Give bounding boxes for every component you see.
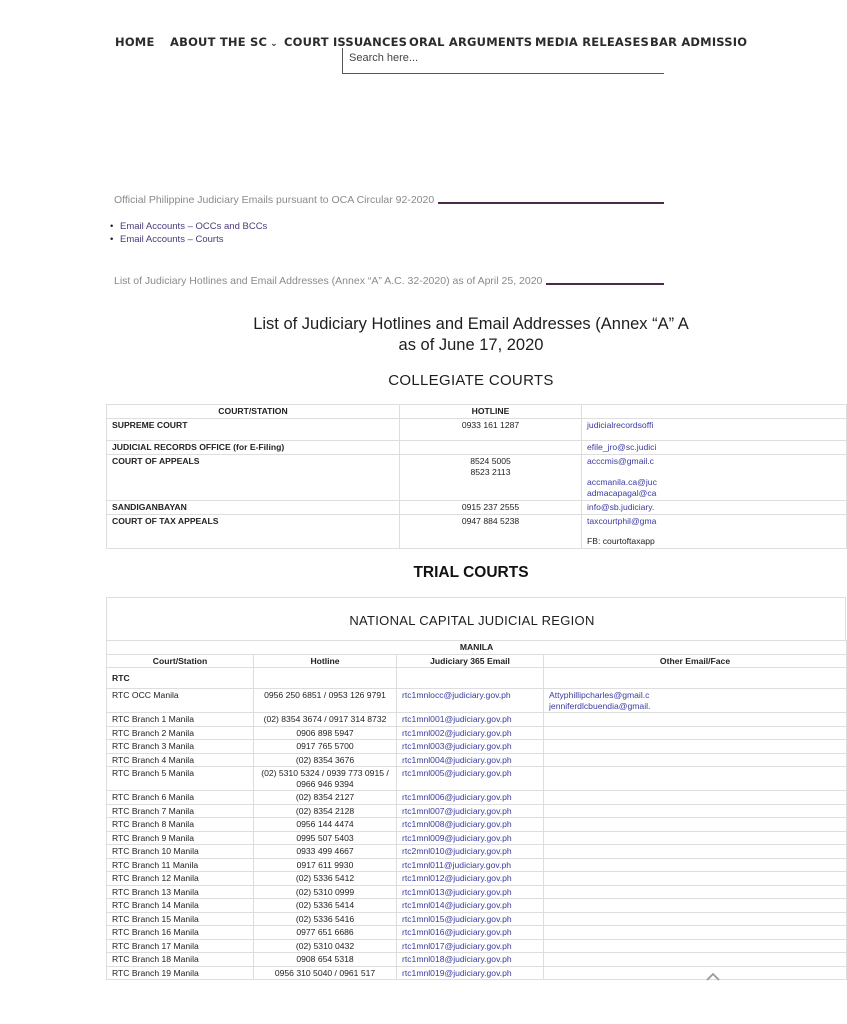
j365-email[interactable]: rtc1mnl018@judiciary.gov.ph bbox=[397, 953, 544, 967]
j365-email[interactable]: rtc1mnlocc@judiciary.gov.ph bbox=[397, 689, 544, 713]
chevron-down-icon: ⌄ bbox=[270, 39, 278, 49]
email[interactable]: info@sb.judiciary. bbox=[582, 501, 847, 515]
other-email[interactable] bbox=[544, 831, 847, 845]
court-name: RTC Branch 15 Manila bbox=[107, 912, 254, 926]
other-email[interactable] bbox=[544, 753, 847, 767]
other-email[interactable] bbox=[544, 713, 847, 727]
court-name: COURT OF TAX APPEALS bbox=[107, 515, 400, 549]
hotline bbox=[400, 441, 582, 455]
other-email[interactable] bbox=[544, 953, 847, 967]
nav-home[interactable]: HOME bbox=[115, 35, 155, 49]
hotline: 0956 144 4474 bbox=[254, 818, 397, 832]
section-heading-hotlines: List of Judiciary Hotlines and Email Addresses (Annex “A” A.C. 32-2020) as of April 25, 2020 bbox=[114, 275, 546, 287]
hotline: (02) 8354 3676 bbox=[254, 753, 397, 767]
table-row bbox=[107, 767, 847, 791]
court-name: RTC Branch 10 Manila bbox=[107, 845, 254, 859]
hotline: 0995 507 5403 bbox=[254, 831, 397, 845]
nav-about-label: ABOUT THE SC bbox=[170, 35, 268, 49]
hotline: 0906 898 5947 bbox=[254, 726, 397, 740]
j365-email[interactable]: rtc1mnl011@judiciary.gov.ph bbox=[397, 858, 544, 872]
hotline: 8524 5005 8523 2113 bbox=[400, 455, 582, 501]
court-name: RTC Branch 5 Manila bbox=[107, 767, 254, 791]
other-email[interactable] bbox=[544, 939, 847, 953]
j365-email[interactable]: rtc1mnl019@judiciary.gov.ph bbox=[397, 966, 544, 980]
col-header-court: Court/Station bbox=[107, 654, 254, 668]
j365-email[interactable]: rtc1mnl012@judiciary.gov.ph bbox=[397, 872, 544, 886]
col-header-court: COURT/STATION bbox=[107, 405, 400, 419]
hotline: (02) 5310 0999 bbox=[254, 885, 397, 899]
hotline: 0947 884 5238 bbox=[400, 515, 582, 549]
table-row bbox=[107, 899, 847, 913]
hotline: 0933 161 1287 bbox=[400, 419, 582, 441]
other-email[interactable] bbox=[544, 899, 847, 913]
j365-email[interactable]: rtc1mnl006@judiciary.gov.ph bbox=[397, 791, 544, 805]
col-header-hotline: HOTLINE bbox=[400, 405, 582, 419]
other-email[interactable] bbox=[544, 858, 847, 872]
j365-email[interactable]: rtc1mnl017@judiciary.gov.ph bbox=[397, 939, 544, 953]
j365-email[interactable]: rtc1mnl016@judiciary.gov.ph bbox=[397, 926, 544, 940]
j365-email[interactable]: rtc1mnl004@judiciary.gov.ph bbox=[397, 753, 544, 767]
j365-email[interactable]: rtc1mnl014@judiciary.gov.ph bbox=[397, 899, 544, 913]
hotline: 0977 651 6686 bbox=[254, 926, 397, 940]
table-row bbox=[107, 791, 847, 805]
court-name: SANDIGANBAYAN bbox=[107, 501, 400, 515]
other-email[interactable] bbox=[544, 740, 847, 754]
city-heading: MANILA bbox=[107, 641, 847, 655]
j365-email[interactable]: rtc1mnl005@judiciary.gov.ph bbox=[397, 767, 544, 791]
chevron-up-icon bbox=[705, 972, 721, 982]
court-name: RTC Branch 2 Manila bbox=[107, 726, 254, 740]
email-cell bbox=[582, 515, 847, 549]
trial-courts-table bbox=[106, 640, 847, 980]
email[interactable]: acccmis@gmail.c bbox=[587, 456, 654, 466]
court-name: RTC Branch 6 Manila bbox=[107, 791, 254, 805]
nav-media-releases[interactable]: MEDIA RELEASES bbox=[535, 35, 650, 49]
table-row bbox=[107, 939, 847, 953]
region-box bbox=[106, 597, 846, 641]
hotline: (02) 5310 5324 / 0939 773 0915 / 0966 946 9394 bbox=[254, 767, 397, 791]
j365-email[interactable]: rtc1mnl007@judiciary.gov.ph bbox=[397, 804, 544, 818]
j365-email[interactable]: rtc1mnl002@judiciary.gov.ph bbox=[397, 726, 544, 740]
email[interactable]: accmanila.ca@juc admacapagal@ca bbox=[587, 477, 657, 498]
court-name: RTC Branch 12 Manila bbox=[107, 872, 254, 886]
court-name: RTC Branch 17 Manila bbox=[107, 939, 254, 953]
table-row bbox=[107, 804, 847, 818]
table-row bbox=[107, 912, 847, 926]
hotline: 0956 310 5040 / 0961 517 bbox=[254, 966, 397, 980]
facebook-page: FB: courtoftaxapp bbox=[587, 536, 655, 546]
court-name: RTC Branch 4 Manila bbox=[107, 753, 254, 767]
j365-email[interactable]: rtc1mnl015@judiciary.gov.ph bbox=[397, 912, 544, 926]
other-email[interactable] bbox=[544, 818, 847, 832]
col-header-other-email: Other Email/Face bbox=[544, 654, 847, 668]
other-email[interactable] bbox=[544, 767, 847, 791]
hotline: 0956 250 6851 / 0953 126 9791 bbox=[254, 689, 397, 713]
court-name: RTC Branch 18 Manila bbox=[107, 953, 254, 967]
table-row bbox=[107, 953, 847, 967]
court-name: RTC Branch 13 Manila bbox=[107, 885, 254, 899]
col-header-j365-email: Judiciary 365 Email bbox=[397, 654, 544, 668]
court-name: RTC Branch 19 Manila bbox=[107, 966, 254, 980]
table-row bbox=[107, 713, 847, 727]
section-heading-emails: Official Philippine Judiciary Emails pursuant to OCA Circular 92-2020 bbox=[114, 194, 438, 206]
hotline: 0908 654 5318 bbox=[254, 953, 397, 967]
col-header-email bbox=[582, 405, 847, 419]
table-row bbox=[107, 455, 847, 501]
trial-courts-heading: TRIAL COURTS bbox=[413, 564, 529, 581]
hotline: 0917 611 9930 bbox=[254, 858, 397, 872]
link-email-accounts-courts[interactable]: • Email Accounts – Courts bbox=[110, 233, 267, 246]
court-name: RTC Branch 8 Manila bbox=[107, 818, 254, 832]
table-row bbox=[107, 845, 847, 859]
other-email[interactable] bbox=[544, 872, 847, 886]
table-row bbox=[107, 726, 847, 740]
court-name: SUPREME COURT bbox=[107, 419, 400, 441]
other-email[interactable] bbox=[544, 845, 847, 859]
group-label: RTC bbox=[107, 668, 254, 689]
document-title-line1: List of Judiciary Hotlines and Email Addresses (Annex “A” A bbox=[253, 315, 689, 333]
other-email[interactable] bbox=[544, 804, 847, 818]
table-row bbox=[107, 515, 847, 549]
table-row bbox=[107, 966, 847, 980]
nav-bar-admissions[interactable]: BAR ADMISSIO bbox=[650, 35, 748, 49]
region-heading: NATIONAL CAPITAL JUDICIAL REGION bbox=[349, 613, 595, 628]
j365-email[interactable]: rtc1mnl008@judiciary.gov.ph bbox=[397, 818, 544, 832]
hotline: 0915 237 2555 bbox=[400, 501, 582, 515]
j365-email[interactable]: rtc2mnl010@judiciary.gov.ph bbox=[397, 845, 544, 859]
table-row bbox=[107, 858, 847, 872]
table-row bbox=[107, 818, 847, 832]
other-email[interactable]: Attyphillipcharles@gmail.c jenniferdlcbuendia@gmail. bbox=[544, 689, 847, 713]
document-title bbox=[106, 314, 836, 356]
table-row bbox=[107, 926, 847, 940]
table-row bbox=[107, 885, 847, 899]
hotline: (02) 5336 5414 bbox=[254, 899, 397, 913]
email[interactable]: taxcourtphil@gma bbox=[587, 516, 657, 526]
document-title-line2: as of June 17, 2020 bbox=[398, 336, 544, 354]
collegiate-courts-heading: COLLEGIATE COURTS bbox=[388, 372, 554, 389]
court-name: RTC Branch 11 Manila bbox=[107, 858, 254, 872]
col-header-hotline: Hotline bbox=[254, 654, 397, 668]
table-row bbox=[107, 441, 847, 455]
hotline: (02) 8354 3674 / 0917 314 8732 bbox=[254, 713, 397, 727]
scroll-to-top-button[interactable] bbox=[705, 972, 725, 992]
j365-email[interactable]: rtc1mnl003@judiciary.gov.ph bbox=[397, 740, 544, 754]
table-row bbox=[107, 753, 847, 767]
email[interactable]: efile_jro@sc.judici bbox=[582, 441, 847, 455]
other-email[interactable] bbox=[544, 912, 847, 926]
table-row bbox=[107, 419, 847, 441]
court-name: RTC OCC Manila bbox=[107, 689, 254, 713]
j365-email[interactable]: rtc1mnl001@judiciary.gov.ph bbox=[397, 713, 544, 727]
j365-email[interactable]: rtc1mnl009@judiciary.gov.ph bbox=[397, 831, 544, 845]
hotline: (02) 8354 2127 bbox=[254, 791, 397, 805]
table-row bbox=[107, 740, 847, 754]
nav-oral-arguments[interactable]: ORAL ARGUMENTS bbox=[409, 35, 533, 49]
other-email[interactable] bbox=[544, 791, 847, 805]
table-row bbox=[107, 689, 847, 713]
email[interactable]: judicialrecordsoffi bbox=[582, 419, 847, 441]
collegiate-courts-table bbox=[106, 404, 847, 549]
court-name: RTC Branch 9 Manila bbox=[107, 831, 254, 845]
table-row bbox=[107, 501, 847, 515]
hotline: (02) 5336 5416 bbox=[254, 912, 397, 926]
court-name: RTC Branch 16 Manila bbox=[107, 926, 254, 940]
court-name: RTC Branch 14 Manila bbox=[107, 899, 254, 913]
hotline: (02) 5336 5412 bbox=[254, 872, 397, 886]
hotline: 0933 499 4667 bbox=[254, 845, 397, 859]
email-cell bbox=[582, 455, 847, 501]
hotline: (02) 5310 0432 bbox=[254, 939, 397, 953]
hotline: 0917 765 5700 bbox=[254, 740, 397, 754]
court-name: JUDICIAL RECORDS OFFICE (for E-Filing) bbox=[107, 441, 400, 455]
court-name: RTC Branch 1 Manila bbox=[107, 713, 254, 727]
email-links-list bbox=[110, 220, 267, 246]
link-email-accounts-occs[interactable]: • Email Accounts – OCCs and BCCs bbox=[110, 220, 267, 233]
court-name: RTC Branch 7 Manila bbox=[107, 804, 254, 818]
table-row bbox=[107, 872, 847, 886]
other-email[interactable] bbox=[544, 885, 847, 899]
court-name: RTC Branch 3 Manila bbox=[107, 740, 254, 754]
other-email[interactable] bbox=[544, 966, 847, 980]
other-email[interactable] bbox=[544, 726, 847, 740]
section-emails bbox=[114, 190, 664, 208]
section-hotlines bbox=[114, 271, 664, 289]
j365-email[interactable]: rtc1mnl013@judiciary.gov.ph bbox=[397, 885, 544, 899]
table-row bbox=[107, 831, 847, 845]
nav-court-issuances[interactable]: COURT ISSUANCES bbox=[284, 35, 408, 49]
hotline: (02) 8354 2128 bbox=[254, 804, 397, 818]
other-email[interactable] bbox=[544, 926, 847, 940]
court-name: COURT OF APPEALS bbox=[107, 455, 400, 501]
